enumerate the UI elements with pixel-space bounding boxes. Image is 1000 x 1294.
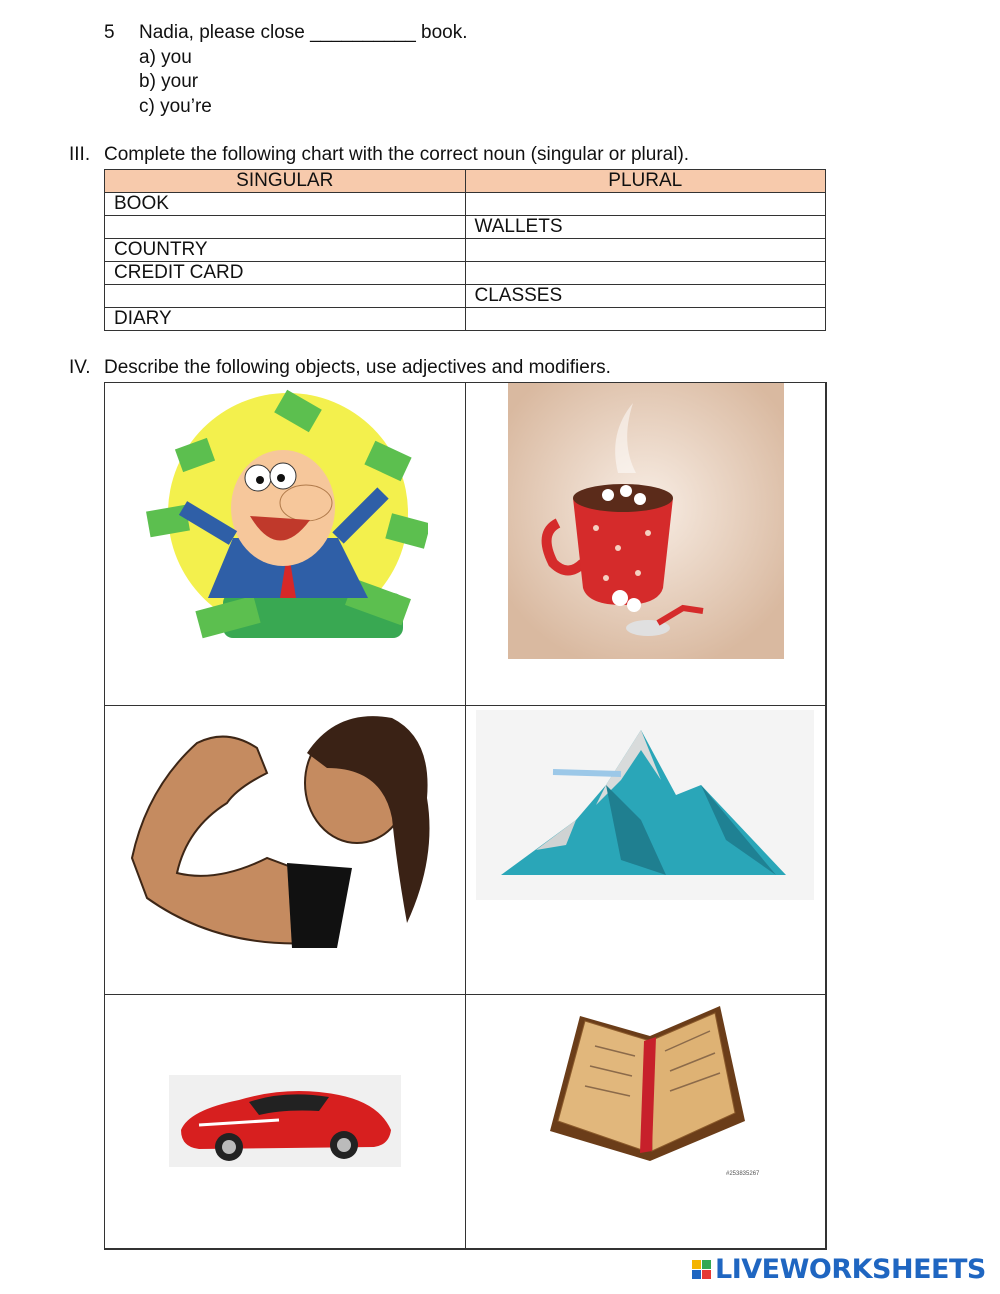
table-row: [105, 262, 826, 285]
plural-cell[interactable]: [465, 239, 826, 262]
plural-cell[interactable]: [465, 193, 826, 216]
table-header-row: [105, 170, 826, 193]
question-number: 5: [104, 22, 115, 43]
old-book-image: [540, 1001, 754, 1171]
section-4-instruction: Describe the following objects, use adjectives and modifiers.: [104, 357, 611, 378]
singular-cell: COUNTRY: [105, 239, 466, 262]
plural-cell: CLASSES: [465, 285, 826, 308]
hot-chocolate-mug-image: [508, 383, 784, 659]
logo-text: LIVEWORKSHEETS: [715, 1253, 986, 1285]
image-cell-strong-woman: [104, 705, 466, 995]
section-4-number: IV.: [69, 357, 91, 378]
red-sports-car-image: [169, 1075, 401, 1167]
table-row: [105, 239, 826, 262]
table-row: [105, 193, 826, 216]
image-grid: [104, 382, 826, 1249]
image-cell-mountain: [465, 705, 827, 995]
singular-cell: BOOK: [105, 193, 466, 216]
singular-cell[interactable]: [105, 285, 466, 308]
question-text: Nadia, please close __________ book.: [139, 22, 468, 43]
noun-chart-table: [104, 169, 826, 331]
singular-cell: DIARY: [105, 308, 466, 331]
logo-icon: [692, 1260, 711, 1279]
table-row: [105, 285, 826, 308]
column-header-plural: PLURAL: [465, 170, 826, 193]
plural-cell[interactable]: [465, 262, 826, 285]
image-cell-hot-chocolate: [465, 382, 827, 706]
section-3-instruction: Complete the following chart with the correct noun (singular or plural).: [104, 144, 690, 165]
image-cell-money: [104, 382, 466, 706]
table-row: [105, 216, 826, 239]
singular-cell[interactable]: [105, 216, 466, 239]
liveworksheets-logo[interactable]: [692, 1254, 986, 1284]
rich-man-with-money-image: [138, 388, 428, 658]
image-cell-sports-car: [104, 994, 466, 1250]
image-cell-old-book: [465, 994, 827, 1250]
option-b: b) your: [139, 71, 199, 92]
snowy-mountain-image: [476, 710, 814, 900]
table-row: [105, 308, 826, 331]
section-3-number: III.: [69, 144, 91, 165]
option-c: c) you’re: [139, 96, 212, 117]
column-header-singular: SINGULAR: [105, 170, 466, 193]
strong-woman-flexing-image: [127, 708, 442, 950]
image-caption: #253835267: [726, 1171, 760, 1177]
option-a: a) you: [139, 47, 192, 68]
singular-cell: CREDIT CARD: [105, 262, 466, 285]
plural-cell: WALLETS: [465, 216, 826, 239]
plural-cell[interactable]: [465, 308, 826, 331]
